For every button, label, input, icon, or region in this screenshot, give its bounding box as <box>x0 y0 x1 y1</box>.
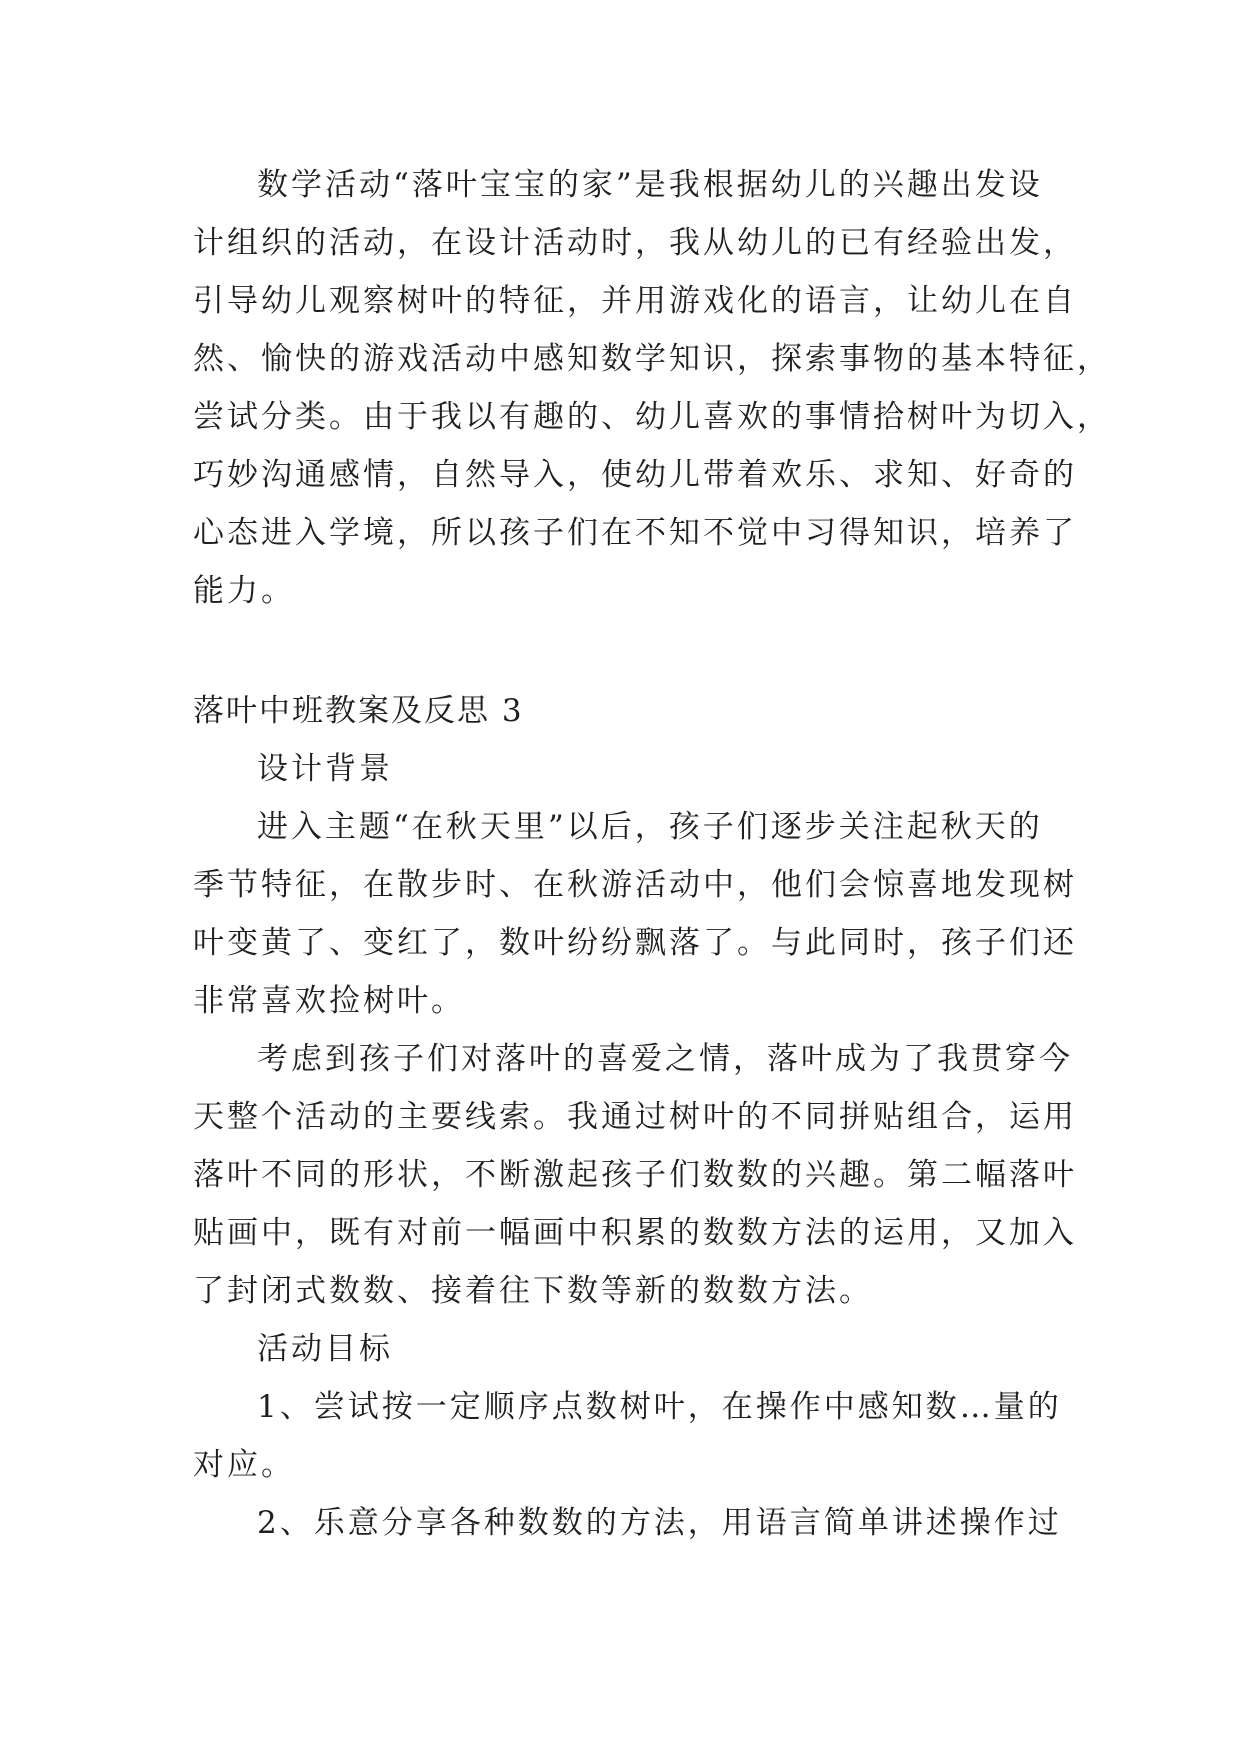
paragraph-activity-reflection <box>193 156 1111 620</box>
text-line: 然、愉快的游戏活动中感知数学知识，探索事物的基本特征， <box>193 341 1111 377</box>
text-line: 巧妙沟通感情，自然导入，使幼儿带着欢乐、求知、好奇的 <box>193 457 1077 493</box>
text-line: 引导幼儿观察树叶的特征，并用游戏化的语言，让幼儿在自 <box>193 283 1077 319</box>
text-line: 1、尝试按一定顺序点数树叶，在操作中感知数…量的 <box>257 1389 1062 1425</box>
text-line: 了封闭式数数、接着往下数等新的数数方法。 <box>193 1273 873 1309</box>
text-line: 考虑到孩子们对落叶的喜爱之情，落叶成为了我贯穿今 <box>257 1041 1073 1077</box>
text-line: 落叶不同的形状，不断激起孩子们数数的兴趣。第二幅落叶 <box>193 1157 1077 1193</box>
section-block <box>193 682 1077 1552</box>
text-line: 非常喜欢捡树叶。 <box>193 983 465 1019</box>
text-line: 心态进入学境，所以孩子们在不知不觉中习得知识，培养了 <box>193 515 1077 551</box>
text-line: 能力。 <box>193 573 295 609</box>
section-title: 落叶中班教案及反思 3 <box>193 693 524 729</box>
text-line: 数学活动“落叶宝宝的家”是我根据幼儿的兴趣出发设 <box>257 167 1043 203</box>
subheading-activity-goals: 活动目标 <box>257 1331 393 1367</box>
text-line: 尝试分类。由于我以有趣的、幼儿喜欢的事情拾树叶为切入， <box>193 399 1111 435</box>
text-line: 叶变黄了、变红了，数叶纷纷飘落了。与此同时，孩子们还 <box>193 925 1077 961</box>
text-line: 2、乐意分享各种数数的方法，用语言简单讲述操作过 <box>257 1505 1062 1541</box>
text-line: 对应。 <box>193 1447 295 1483</box>
text-line: 计组织的活动，在设计活动时，我从幼儿的已有经验出发， <box>193 225 1077 261</box>
text-line: 天整个活动的主要线索。我通过树叶的不同拼贴组合，运用 <box>193 1099 1077 1135</box>
text-line: 贴画中，既有对前一幅画中积累的数数方法的运用，又加入 <box>193 1215 1077 1251</box>
text-line: 季节特征，在散步时、在秋游活动中，他们会惊喜地发现树 <box>193 867 1077 903</box>
text-line: 进入主题“在秋天里”以后，孩子们逐步关注起秋天的 <box>257 809 1043 845</box>
subheading-design-background: 设计背景 <box>257 751 393 787</box>
